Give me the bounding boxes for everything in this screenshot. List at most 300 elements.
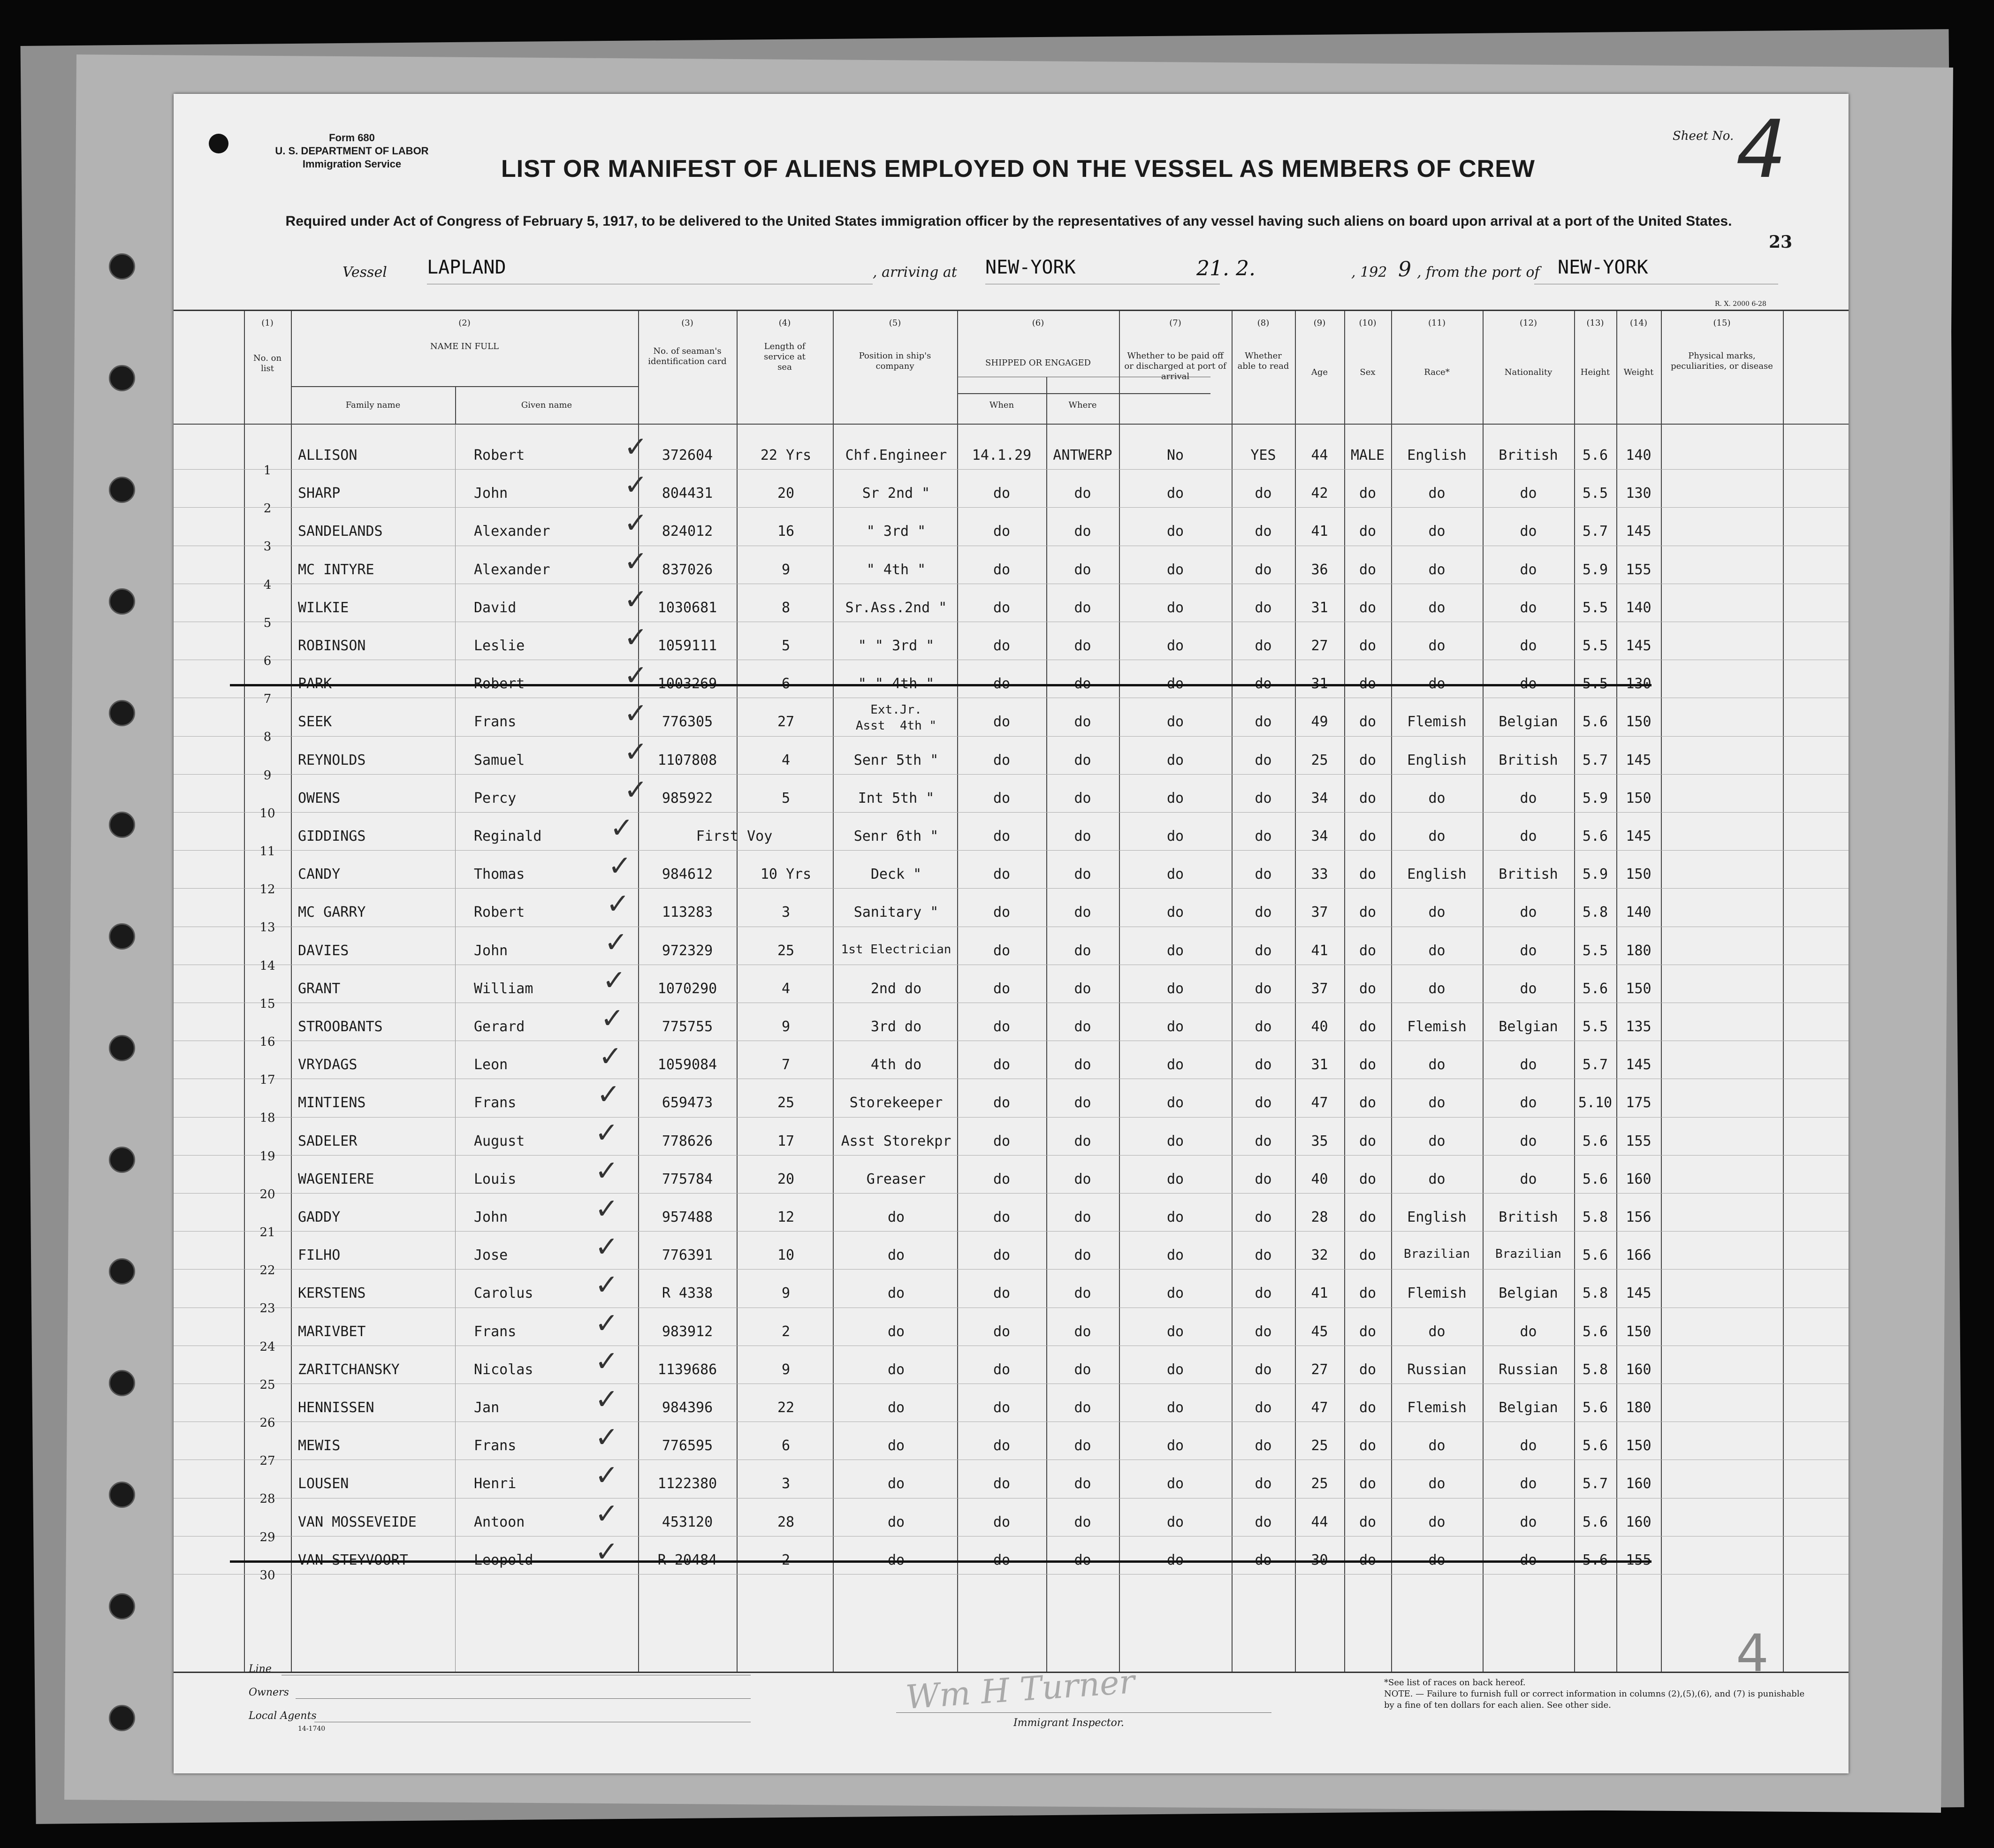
cell-age: 47 [1311, 1399, 1328, 1416]
cell-weight: 135 [1626, 1019, 1652, 1035]
cell-height: 5.6 [1582, 447, 1608, 464]
cell-height: 5.6 [1582, 1551, 1608, 1568]
cell-service: 9 [781, 561, 791, 578]
check-mark-icon: ✓ [624, 659, 648, 692]
year-label: , 192 [1351, 264, 1387, 281]
cell-card: R 20484 [657, 1551, 717, 1568]
cell-card: 778626 [662, 1133, 713, 1149]
cell-age: 27 [1311, 1361, 1328, 1378]
cell-paid: do [1166, 1361, 1184, 1378]
cell-card: 804431 [662, 485, 713, 502]
cell-weight: 145 [1626, 828, 1652, 844]
cell-when: do [993, 1323, 1011, 1340]
cell-when: do [993, 1399, 1011, 1416]
cell-service: 27 [777, 714, 795, 730]
cell-position: Senr 5th " [853, 752, 939, 768]
cell-no: 4 [263, 578, 272, 592]
column-border [455, 424, 456, 1672]
cell-race: Flemish [1407, 1285, 1467, 1302]
cell-sex: do [1359, 1361, 1377, 1378]
column-border [1661, 311, 1662, 1672]
cell-read: do [1255, 790, 1272, 806]
cell-service: 4 [781, 752, 791, 768]
binder-hole [109, 588, 135, 615]
cell-where: do [1074, 523, 1091, 540]
penalty-note: NOTE. — Failure to furnish full or correct information in columns (2),(5),(6), and (7) is punishable by a fine of ten dollars for each alien. See other side. [1384, 1689, 1805, 1710]
cell-height: 5.8 [1582, 1209, 1608, 1225]
cell-nationality: do [1520, 1095, 1537, 1111]
cell-weight: 160 [1626, 1171, 1652, 1187]
cell-service: 20 [777, 1171, 795, 1187]
cell-given: Louis [474, 1171, 517, 1187]
check-mark-icon: ✓ [595, 1345, 619, 1378]
column-border [737, 311, 738, 1672]
cell-height: 5.7 [1582, 523, 1608, 540]
cell-paid: do [1166, 1171, 1184, 1187]
cell-service: 28 [777, 1513, 795, 1530]
cell-age: 40 [1311, 1171, 1328, 1187]
cell-nationality: do [1520, 790, 1537, 806]
check-mark-icon: ✓ [624, 735, 648, 768]
cell-paid: do [1166, 523, 1184, 540]
check-mark-icon: ✓ [624, 507, 648, 540]
cell-card: 824012 [662, 523, 713, 540]
col-13-header: Height [1580, 367, 1610, 377]
cell-when: do [993, 866, 1011, 883]
cell-service: 8 [781, 599, 791, 616]
col-12-header: Nationality [1504, 367, 1553, 377]
cell-given: Gerard [474, 1019, 525, 1035]
cell-read: do [1255, 1209, 1272, 1225]
check-mark-icon: ✓ [604, 926, 628, 959]
line-label: Line [249, 1663, 272, 1675]
col-5-num: (5) [889, 318, 901, 328]
service-name: Immigration Service [302, 158, 402, 170]
cell-read: do [1255, 1361, 1272, 1378]
cell-position: Sr 2nd " [862, 485, 930, 502]
cell-age: 44 [1311, 447, 1328, 464]
cell-paid: do [1166, 942, 1184, 959]
cell-no: 10 [259, 806, 275, 821]
cell-when: do [993, 790, 1011, 806]
cell-race: Russian [1407, 1361, 1467, 1378]
cell-given: Carolus [474, 1285, 533, 1302]
cell-height: 5.9 [1582, 561, 1608, 578]
cell-position: " 4th " [866, 561, 926, 578]
column-border [1783, 311, 1784, 1672]
check-mark-icon: ✓ [595, 1497, 619, 1530]
cell-age: 35 [1311, 1133, 1328, 1149]
cell-weight: 145 [1626, 523, 1652, 540]
cell-service: 7 [781, 1057, 791, 1073]
cell-age: 37 [1311, 980, 1328, 997]
check-mark-icon: ✓ [595, 1269, 619, 1302]
cell-position: " " 3rd " [858, 638, 935, 654]
cell-when: do [993, 828, 1011, 844]
cell-when: do [993, 1437, 1011, 1454]
agents-code: 14-1740 [298, 1725, 326, 1733]
col-8-num: (8) [1257, 318, 1270, 328]
cell-given: Jan [474, 1399, 500, 1416]
cell-nationality: Russian [1499, 1361, 1558, 1378]
cell-family: ALLISON [298, 447, 358, 464]
cell-no: 19 [259, 1149, 275, 1164]
cell-family: CANDY [298, 866, 341, 883]
cell-given: Robert [474, 904, 525, 921]
cell-position: " 3rd " [866, 523, 926, 540]
cell-when: do [993, 1551, 1011, 1568]
binder-hole [109, 812, 135, 838]
cell-read: do [1255, 1513, 1272, 1530]
cell-read: do [1255, 1095, 1272, 1111]
check-mark-icon: ✓ [595, 1231, 619, 1264]
cell-family: ZARITCHANSKY [298, 1361, 400, 1378]
cell-family: HENNISSEN [298, 1399, 374, 1416]
cell-weight: 140 [1626, 599, 1652, 616]
cell-family: VAN MOSSEVEIDE [298, 1513, 417, 1530]
cell-family: STROOBANTS [298, 1019, 383, 1035]
row-rule [174, 888, 1849, 889]
row-rule [174, 1231, 1849, 1232]
cell-family: MEWIS [298, 1437, 341, 1454]
cell-sex: do [1359, 942, 1377, 959]
cell-position: do [887, 1475, 905, 1492]
inspector-signature: Wm H Turner [904, 1662, 1136, 1717]
cell-sex: do [1359, 1247, 1377, 1264]
cell-given: Antoon [474, 1513, 525, 1530]
cell-read: do [1255, 980, 1272, 997]
cell-position: Deck " [870, 866, 922, 883]
cell-weight: 155 [1626, 1133, 1652, 1149]
cell-family: MC INTYRE [298, 561, 374, 578]
cell-family: OWENS [298, 790, 341, 806]
cell-family: VRYDAGS [298, 1057, 358, 1073]
cell-given: William [474, 980, 533, 997]
sheet-label: Sheet No. [1673, 129, 1734, 143]
cell-paid: do [1166, 790, 1184, 806]
cell-nationality: British [1499, 866, 1558, 883]
cell-given: Frans [474, 1095, 517, 1111]
cell-paid: do [1166, 1247, 1184, 1264]
cell-weight: 180 [1626, 1399, 1652, 1416]
cell-weight: 160 [1626, 1475, 1652, 1492]
cell-weight: 175 [1626, 1095, 1652, 1111]
cell-family: DAVIES [298, 942, 349, 959]
cell-sex: do [1359, 1513, 1377, 1530]
cell-given: Frans [474, 1437, 517, 1454]
cell-sex: do [1359, 1475, 1377, 1492]
cell-height: 5.9 [1582, 790, 1608, 806]
cell-read: do [1255, 942, 1272, 959]
cell-read: do [1255, 1171, 1272, 1187]
cell-read: do [1255, 828, 1272, 844]
cell-paid: do [1166, 1437, 1184, 1454]
cell-sex: do [1359, 828, 1377, 844]
cell-card: 659473 [662, 1095, 713, 1111]
cell-weight: 180 [1626, 942, 1652, 959]
cell-service: 10 [777, 1247, 795, 1264]
cell-nationality: Belgian [1499, 1285, 1558, 1302]
col-8-header: Whether able to read [1237, 351, 1289, 371]
cell-sex: do [1359, 714, 1377, 730]
cell-where: do [1074, 790, 1091, 806]
strikethrough-line [230, 684, 1652, 686]
col-10-header: Sex [1360, 367, 1376, 377]
cell-when: do [993, 1285, 1011, 1302]
cell-read: do [1255, 676, 1272, 692]
cell-paid: do [1166, 599, 1184, 616]
cell-height: 5.6 [1582, 1247, 1608, 1264]
cell-when: do [993, 676, 1011, 692]
cell-where: do [1074, 866, 1091, 883]
cell-nationality: do [1520, 676, 1537, 692]
cell-race: do [1428, 790, 1446, 806]
cell-where: do [1074, 1323, 1091, 1340]
cell-no: 7 [263, 692, 272, 707]
cell-age: 25 [1311, 1437, 1328, 1454]
cell-card: 453120 [662, 1513, 713, 1530]
cell-paid: do [1166, 1019, 1184, 1035]
cell-service: 16 [777, 523, 795, 540]
check-mark-icon: ✓ [624, 583, 648, 616]
cell-where: do [1074, 904, 1091, 921]
cell-service: 2 [781, 1551, 791, 1568]
cell-nationality: do [1520, 1323, 1537, 1340]
check-mark-icon: ✓ [624, 621, 648, 654]
binder-hole [109, 1370, 135, 1396]
cell-paid: do [1166, 1323, 1184, 1340]
cell-card: 775755 [662, 1019, 713, 1035]
check-mark-icon: ✓ [595, 1307, 619, 1340]
cell-nationality: do [1520, 1133, 1537, 1149]
cell-race: do [1428, 485, 1446, 502]
cell-service: 10 Yrs [760, 866, 812, 883]
cell-family: WAGENIERE [298, 1171, 374, 1187]
cell-paid: do [1166, 485, 1184, 502]
cell-when: do [993, 904, 1011, 921]
col-7-num: (7) [1169, 318, 1181, 328]
cell-given: August [474, 1133, 525, 1149]
cell-age: 28 [1311, 1209, 1328, 1225]
check-mark-icon: ✓ [624, 545, 648, 578]
cell-when: do [993, 752, 1011, 768]
col-2-header: NAME IN FULL [430, 342, 499, 351]
cell-card: 957488 [662, 1209, 713, 1225]
check-mark-icon: ✓ [624, 697, 648, 730]
cell-read: do [1255, 1247, 1272, 1264]
cell-service: 25 [777, 942, 795, 959]
cell-card: 776595 [662, 1437, 713, 1454]
cell-age: 45 [1311, 1323, 1328, 1340]
cell-when: do [993, 714, 1011, 730]
cell-given: Leopold [474, 1551, 533, 1568]
cell-no: 20 [259, 1187, 275, 1202]
cell-paid: do [1166, 714, 1184, 730]
cell-service: 9 [781, 1361, 791, 1378]
cell-read: do [1255, 523, 1272, 540]
cell-read: do [1255, 866, 1272, 883]
check-mark-icon: ✓ [595, 1193, 619, 1225]
cell-card: 776305 [662, 714, 713, 730]
from-port: NEW-YORK [1558, 257, 1648, 278]
cell-nationality: Belgian [1499, 714, 1558, 730]
cell-family: MARIVBET [298, 1323, 366, 1340]
inspector-label: Immigrant Inspector. [1013, 1717, 1124, 1729]
cell-nationality: do [1520, 942, 1537, 959]
cell-race: do [1428, 1133, 1446, 1149]
cell-service: 2 [781, 1323, 791, 1340]
col-15-num: (15) [1713, 318, 1731, 328]
cell-no: 26 [259, 1416, 275, 1430]
cell-read: do [1255, 485, 1272, 502]
cell-nationality: British [1499, 447, 1558, 464]
cell-family: SANDELANDS [298, 523, 383, 540]
col-4-num: (4) [778, 318, 791, 328]
cell-read: do [1255, 904, 1272, 921]
cell-weight: 160 [1626, 1513, 1652, 1530]
cell-weight: 145 [1626, 752, 1652, 768]
cell-service: 5 [781, 638, 791, 654]
cell-when: do [993, 599, 1011, 616]
cell-paid: do [1166, 828, 1184, 844]
cell-card: R 4338 [662, 1285, 713, 1302]
cell-card: 972329 [662, 942, 713, 959]
form-number: Form 680 [329, 132, 375, 144]
cell-no: 13 [259, 920, 275, 935]
cell-card: 984396 [662, 1399, 713, 1416]
cell-no: 23 [259, 1301, 275, 1316]
cell-when: do [993, 1057, 1011, 1073]
cell-where: do [1074, 1133, 1091, 1149]
cell-service: 17 [777, 1133, 795, 1149]
cell-no: 6 [263, 654, 272, 668]
cell-position: Int 5th " [858, 790, 935, 806]
cell-race: English [1407, 866, 1467, 883]
binder-hole [109, 700, 135, 726]
check-mark-icon: ✓ [624, 773, 648, 806]
cell-card: 1003269 [657, 676, 717, 692]
cell-where: do [1074, 980, 1091, 997]
cell-age: 41 [1311, 523, 1328, 540]
cell-race: do [1428, 1437, 1446, 1454]
cell-no: 24 [259, 1339, 275, 1354]
cell-service: 6 [781, 676, 791, 692]
cell-family: VAN STEYVOORT [298, 1551, 408, 1568]
cell-nationality: do [1520, 1475, 1537, 1492]
punch-hole [209, 134, 228, 153]
manifest-page [174, 94, 1849, 1773]
cell-card: 1059111 [657, 638, 717, 654]
cell-where: do [1074, 1209, 1091, 1225]
cell-height: 5.7 [1582, 752, 1608, 768]
cell-sex: do [1359, 752, 1377, 768]
column-border [291, 386, 638, 387]
cell-age: 44 [1311, 1513, 1328, 1530]
cell-race: do [1428, 638, 1446, 654]
col-12-num: (12) [1520, 318, 1537, 328]
cell-height: 5.5 [1582, 1019, 1608, 1035]
cell-nationality: do [1520, 638, 1537, 654]
cell-family: GRANT [298, 980, 341, 997]
cell-race: do [1428, 1057, 1446, 1073]
row-rule [174, 507, 1849, 508]
col-3-num: (3) [681, 318, 693, 328]
cell-no: 27 [259, 1454, 275, 1468]
strikethrough-line [230, 1560, 1652, 1563]
cell-age: 30 [1311, 1551, 1328, 1568]
cell-given: Frans [474, 1323, 517, 1340]
row-rule [174, 850, 1849, 851]
cell-sex: do [1359, 638, 1377, 654]
row-rule [174, 469, 1849, 470]
cell-height: 5.8 [1582, 1361, 1608, 1378]
check-mark-icon: ✓ [597, 1078, 621, 1111]
cell-read: do [1255, 638, 1272, 654]
cell-weight: 145 [1626, 638, 1652, 654]
cell-family: MINTIENS [298, 1095, 366, 1111]
binder-hole [109, 1705, 135, 1731]
cell-race: do [1428, 1551, 1446, 1568]
check-mark-icon: ✓ [595, 1116, 619, 1149]
cell-sex: do [1359, 1323, 1377, 1340]
vessel-name: LAPLAND [427, 257, 506, 278]
cell-height: 5.6 [1582, 980, 1608, 997]
cell-no: 1 [263, 464, 272, 478]
manifest-table [174, 310, 1849, 1673]
cell-paid: do [1166, 638, 1184, 654]
handwritten-page-number: 4 [1736, 1623, 1769, 1683]
check-mark-icon: ✓ [595, 1535, 619, 1568]
cell-family: ROBINSON [298, 638, 366, 654]
cell-race: do [1428, 1513, 1446, 1530]
cell-weight: 150 [1626, 790, 1652, 806]
cell-age: 41 [1311, 1285, 1328, 1302]
cell-when: do [993, 1361, 1011, 1378]
cell-given: Reginald [474, 828, 542, 844]
cell-age: 31 [1311, 1057, 1328, 1073]
cell-card: 1070290 [657, 980, 717, 997]
sheet-number: 4 [1736, 103, 1787, 196]
cell-where: do [1074, 638, 1091, 654]
cell-family: GIDDINGS [298, 828, 366, 844]
cell-card: 985922 [662, 790, 713, 806]
col-13-num: (13) [1586, 318, 1604, 328]
cell-sex: do [1359, 1437, 1377, 1454]
cell-card: 1139686 [657, 1361, 717, 1378]
cell-card: 775784 [662, 1171, 713, 1187]
owners-label: Owners [249, 1687, 289, 1698]
row-rule [174, 812, 1849, 813]
cell-family: LOUSEN [298, 1475, 349, 1492]
cell-sex: do [1359, 1209, 1377, 1225]
cell-race: English [1407, 447, 1467, 464]
cell-position: Greaser [866, 1171, 926, 1187]
cell-service: 9 [781, 1285, 791, 1302]
cell-nationality: do [1520, 485, 1537, 502]
cell-paid: do [1166, 866, 1184, 883]
cell-weight: 145 [1626, 1285, 1652, 1302]
stamp-number: 23 [1769, 232, 1793, 252]
check-mark-icon: ✓ [595, 1383, 619, 1416]
cell-where: do [1074, 1513, 1091, 1530]
cell-given: Alexander [474, 523, 550, 540]
cell-paid: do [1166, 1475, 1184, 1492]
cell-when: do [993, 942, 1011, 959]
cell-card: 1059084 [657, 1057, 717, 1073]
from-label: , from the port of [1417, 264, 1540, 281]
cell-position: " " 4th " [858, 676, 935, 692]
cell-given: Frans [474, 714, 517, 730]
